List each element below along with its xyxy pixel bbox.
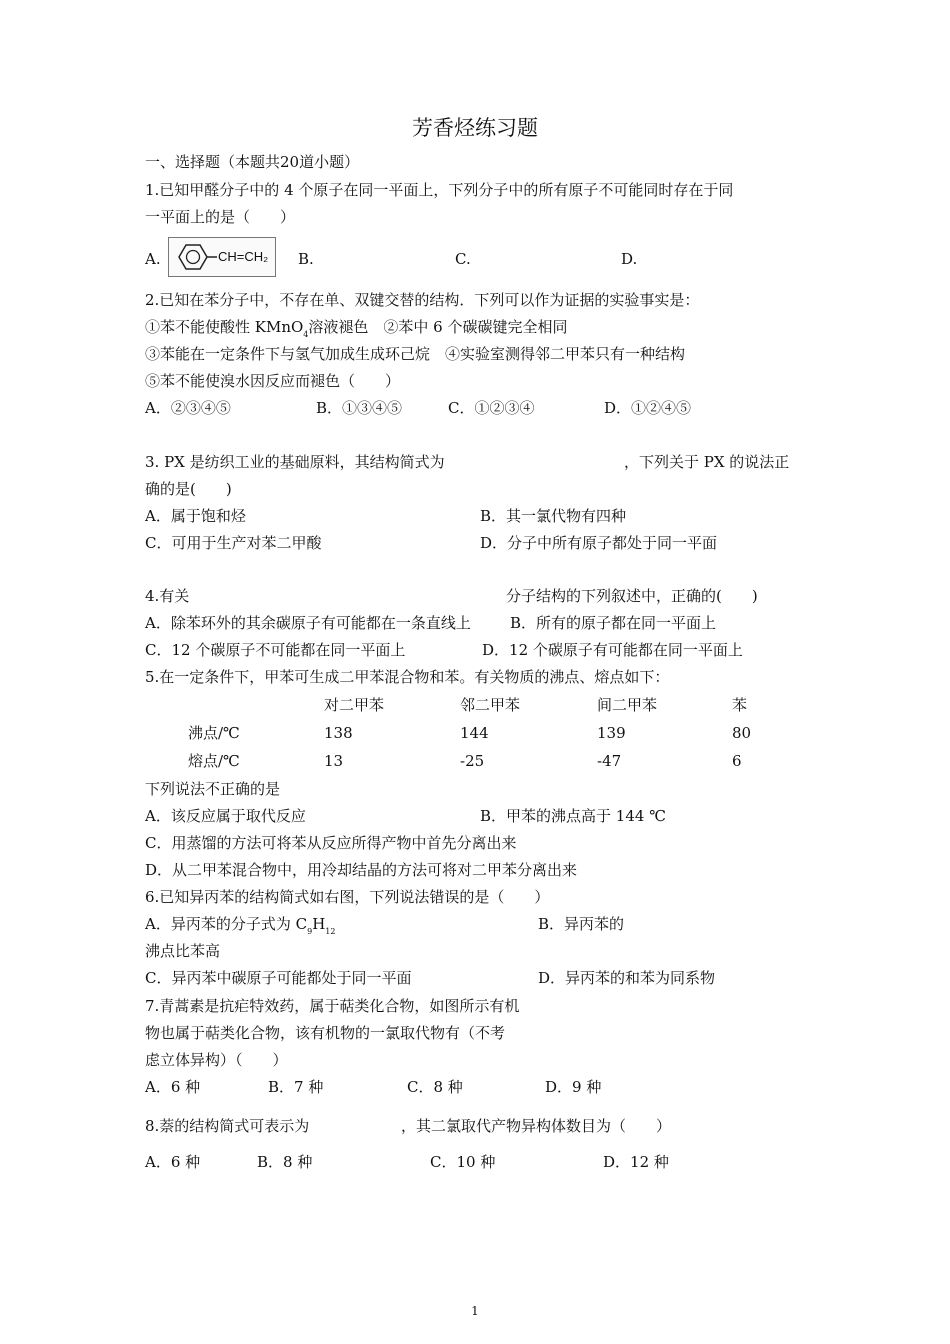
- q7-option-c: C．8 种: [407, 1078, 463, 1096]
- q1-stem-line2: 一平面上的是（ ）: [145, 208, 296, 226]
- table-cell: 139: [597, 724, 626, 742]
- q1-option-c: C.: [455, 250, 471, 268]
- q2-line2-part-b: 溶液褪色 ②苯中 6 个碳碳键完全相同: [308, 318, 568, 336]
- q2-option-c: C．①②③④: [448, 399, 535, 417]
- q3-option-d: D．分子中所有原子都处于同一平面: [480, 534, 718, 552]
- q2-stem-line1: 2.已知在苯分子中，不存在单、双键交替的结构．下列可以作为证据的实验事实是：: [145, 291, 700, 309]
- q5-option-b: B．甲苯的沸点高于 144 ℃: [480, 807, 666, 825]
- q7-stem-line3: 虑立体异构）（ ）: [145, 1051, 288, 1069]
- table-cell: -47: [597, 752, 622, 770]
- table-cell: 6: [732, 752, 742, 770]
- q2-option-a: A．②③④⑤: [145, 399, 231, 417]
- q6-option-b-line1: B．异丙苯的: [538, 915, 625, 933]
- q7-option-d: D．9 种: [545, 1078, 602, 1096]
- table-header: 对二甲苯: [324, 696, 385, 714]
- q2-stem-line2: [145, 317, 567, 340]
- table-cell: 144: [460, 724, 489, 742]
- q7-option-a: A．6 种: [145, 1078, 201, 1096]
- q7-stem-line2: 物也属于萜类化合物，该有机物的一氯取代物有（不考: [145, 1024, 506, 1042]
- q4-stem-line1a: 4.有关: [145, 587, 190, 605]
- q2-option-d: D．①②④⑤: [604, 399, 692, 417]
- section-heading: 一、选择题（本题共20道小题）: [145, 153, 360, 171]
- table-row-label: 沸点/℃: [188, 724, 240, 742]
- table-row-label: 熔点/℃: [188, 752, 240, 770]
- q6-option-b-line2: 沸点比苯高: [145, 942, 221, 960]
- q3-option-b: B．其一氯代物有四种: [480, 507, 627, 525]
- table-header: 间二甲苯: [597, 696, 658, 714]
- q5-option-c: C．用蒸馏的方法可将苯从反应所得产物中首先分离出来: [145, 834, 517, 852]
- q5-stem: 5.在一定条件下，甲苯可生成二甲苯混合物和苯。有关物质的沸点、熔点如下：: [145, 668, 670, 686]
- q2-option-b: B．①③④⑤: [316, 399, 403, 417]
- q4-option-b: B．所有的原子都在同一平面上: [510, 614, 717, 632]
- q2-stem-line4: ⑤苯不能使溴水因反应而褪色（ ）: [145, 372, 401, 390]
- q5-option-d: D．从二甲苯混合物中，用冷却结晶的方法可将对二甲苯分离出来: [145, 861, 578, 879]
- q3-stem-line1a: 3. PX 是纺织工业的基础原料，其结构简式为: [145, 453, 445, 471]
- q2-line2-part-a: ①苯不能使酸性 KMnO: [145, 318, 304, 336]
- q3-stem-line1b: ，下列关于 PX 的说法正: [624, 453, 790, 471]
- q2-subscript: 4: [303, 330, 309, 339]
- q1-option-b: B.: [298, 250, 314, 268]
- q1-stem-line1: 1.已知甲醛分子中的 4 个原子在同一平面上，下列分子中的所有原子不可能同时存在于同: [145, 181, 734, 199]
- q6-option-a: [145, 914, 335, 937]
- q6-stem: 6.已知异丙苯的结构简式如右图，下列说法错误的是（ ）: [145, 888, 550, 906]
- q6-option-c: C．异丙苯中碳原子可能都处于同一平面: [145, 969, 412, 987]
- q8-stem-line1a: 8.萘的结构简式可表示为: [145, 1117, 310, 1135]
- table-cell: -25: [460, 752, 485, 770]
- q4-option-a: A．除苯环外的其余碳原子有可能都在一条直线上: [145, 614, 471, 632]
- q2-stem-line3: ③苯能在一定条件下与氢气加成生成环己烷 ④实验室测得邻二甲苯只有一种结构: [145, 345, 686, 363]
- q8-option-b: B．8 种: [257, 1153, 313, 1171]
- q7-stem-line1: 7.青蒿素是抗疟特效药，属于萜类化合物，如图所示有机: [145, 997, 520, 1015]
- table-cell: 138: [324, 724, 353, 742]
- q5-prompt: 下列说法不正确的是: [145, 780, 281, 798]
- q3-option-c: C．可用于生产对苯二甲酸: [145, 534, 322, 552]
- q4-stem-line1b: 分子结构的下列叙述中，正确的( ): [506, 587, 758, 605]
- q3-option-a: A．属于饱和烃: [145, 507, 246, 525]
- table-cell: 13: [324, 752, 344, 770]
- q8-stem-line1b: ，其二氯取代产物异构体数目为（ ）: [401, 1117, 672, 1135]
- document-title: 芳香烃练习题: [412, 116, 538, 140]
- table-header: 邻二甲苯: [460, 696, 521, 714]
- q6-a-h: H: [312, 915, 326, 933]
- q1-option-d: D.: [621, 250, 638, 268]
- styrene-vinyl-label: CH=CH₂: [218, 249, 269, 264]
- q8-option-c: C．10 种: [430, 1153, 496, 1171]
- styrene-structure-image: [168, 237, 276, 277]
- q1-option-a-label: A.: [145, 250, 161, 268]
- q3-stem-line2: 确的是( ): [145, 480, 232, 498]
- q7-option-b: B．7 种: [268, 1078, 324, 1096]
- q8-option-d: D．12 种: [603, 1153, 669, 1171]
- q6-option-d: D．异丙苯的和苯为同系物: [538, 969, 716, 987]
- q6-a-subscript-c: 9: [307, 927, 313, 936]
- page-number: 1: [471, 1304, 479, 1318]
- q8-option-a: A．6 种: [145, 1153, 201, 1171]
- q6-a-text: A．异丙苯的分子式为 C: [145, 915, 308, 933]
- table-cell: 80: [732, 724, 752, 742]
- q6-a-subscript-h: 12: [325, 927, 336, 936]
- table-header: 苯: [732, 696, 748, 714]
- q4-option-c: C．12 个碳原子不可能都在同一平面上: [145, 641, 406, 659]
- q5-option-a: A．该反应属于取代反应: [145, 807, 306, 825]
- q4-option-d: D．12 个碳原子有可能都在同一平面上: [482, 641, 743, 659]
